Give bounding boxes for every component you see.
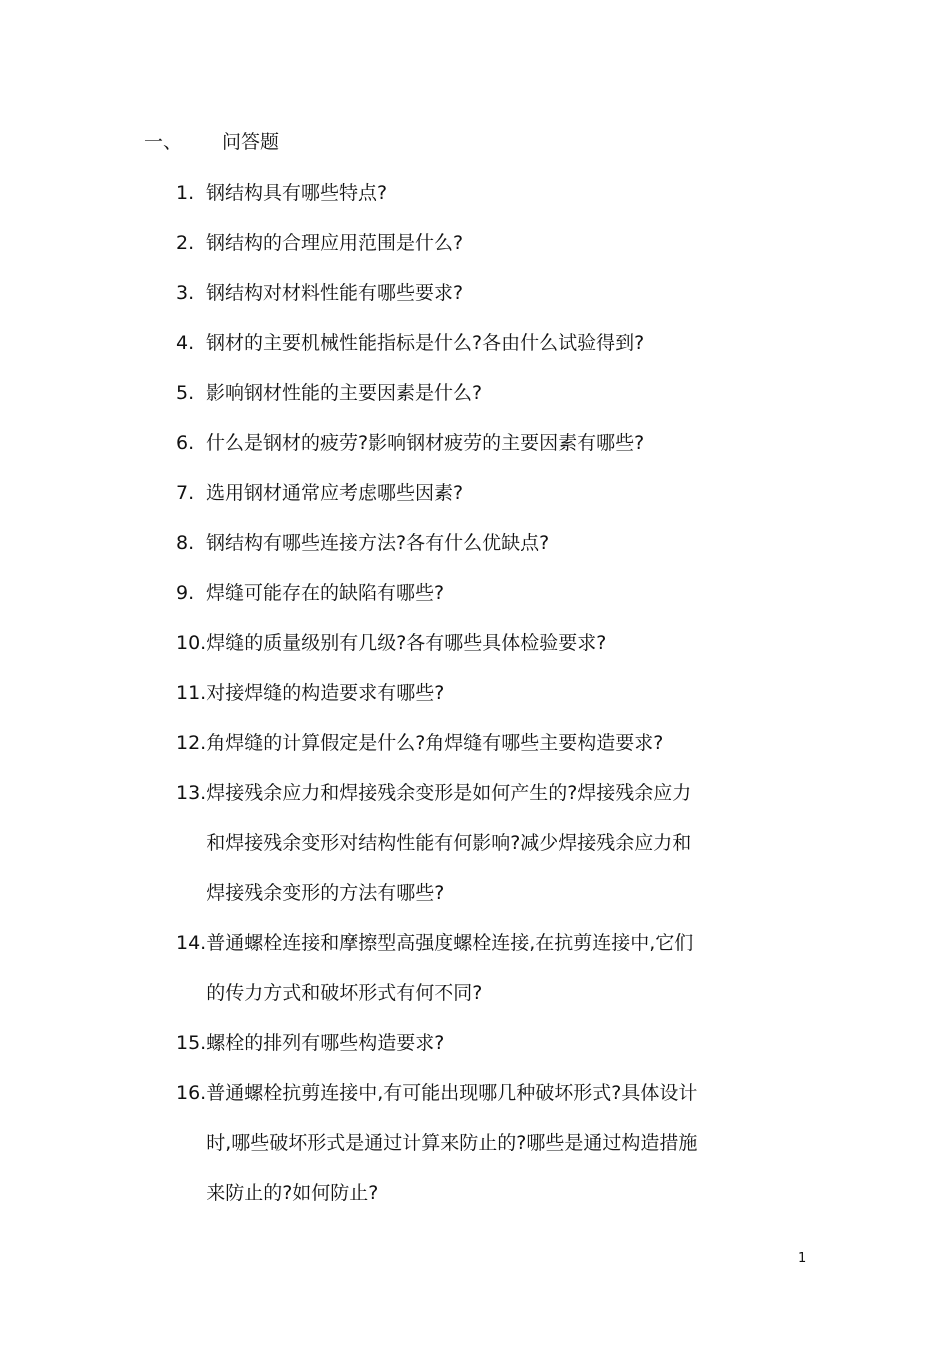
section-number: 一、 — [144, 131, 183, 153]
question-number: 6. — [176, 432, 195, 454]
question-text-line: 什么是钢材的疲劳?影响钢材疲劳的主要因素有哪些? — [206, 432, 645, 454]
question-text-line: 普通螺栓抗剪连接中,有可能出现哪几种破坏形式?具体设计 — [206, 1082, 698, 1104]
question-number: 13. — [176, 782, 207, 804]
question-text-line: 焊接残余应力和焊接残余变形是如何产生的?焊接残余应力 — [206, 782, 692, 804]
question-number: 16. — [176, 1082, 207, 1104]
question-text-line: 螺栓的排列有哪些构造要求? — [206, 1032, 445, 1054]
question-item — [176, 477, 776, 509]
question-text — [206, 477, 463, 509]
question-number: 9. — [176, 582, 195, 604]
question-text-line: 来防止的?如何防止? — [206, 1182, 379, 1204]
question-item — [176, 627, 776, 659]
question-item — [176, 327, 776, 359]
question-text — [206, 577, 444, 609]
question-text — [206, 627, 606, 659]
question-text-line: 钢材的主要机械性能指标是什么?各由什么试验得到? — [206, 332, 645, 354]
question-text-line: 对接焊缝的构造要求有哪些? — [206, 682, 445, 704]
question-item — [176, 277, 776, 309]
question-number: 15. — [176, 1032, 207, 1054]
question-text — [206, 277, 463, 309]
question-item — [176, 727, 776, 759]
question-number: 12. — [176, 732, 207, 754]
question-text-line: 钢结构的合理应用范围是什么? — [206, 232, 464, 254]
question-number: 2. — [176, 232, 195, 254]
question-text — [206, 377, 482, 409]
question-item — [176, 227, 776, 259]
question-item — [176, 677, 776, 709]
question-text-line: 钢结构具有哪些特点? — [206, 182, 388, 204]
question-text-line: 焊接残余变形的方法有哪些? — [206, 882, 445, 904]
question-text-line: 选用钢材通常应考虑哪些因素? — [206, 482, 464, 504]
question-text-line: 的传力方式和破坏形式有何不同? — [206, 982, 483, 1004]
question-number: 5. — [176, 382, 195, 404]
question-text-line: 角焊缝的计算假定是什么?角焊缝有哪些主要构造要求? — [206, 732, 664, 754]
question-text-line: 普通螺栓连接和摩擦型高强度螺栓连接,在抗剪连接中,它们 — [206, 932, 694, 954]
question-number: 11. — [176, 682, 207, 704]
question-text-line: 焊缝可能存在的缺陷有哪些? — [206, 582, 445, 604]
question-text — [206, 327, 644, 359]
question-text-line: 焊缝的质量级别有几级?各有哪些具体检验要求? — [206, 632, 607, 654]
question-item — [176, 927, 776, 1009]
question-text — [206, 1077, 697, 1209]
question-text-line: 钢结构对材料性能有哪些要求? — [206, 282, 464, 304]
question-number: 3. — [176, 282, 195, 304]
question-number: 1. — [176, 182, 195, 204]
question-item — [176, 577, 776, 609]
question-text-line: 钢结构有哪些连接方法?各有什么优缺点? — [206, 532, 550, 554]
question-item — [176, 1027, 776, 1059]
question-text — [206, 777, 691, 909]
question-text — [206, 727, 663, 759]
question-text — [206, 527, 549, 559]
question-item — [176, 427, 776, 459]
question-text-line: 和焊接残余变形对结构性能有何影响?减少焊接残余应力和 — [206, 832, 692, 854]
question-text — [206, 1027, 444, 1059]
question-text — [206, 427, 644, 459]
question-number: 14. — [176, 932, 207, 954]
question-item — [176, 527, 776, 559]
question-text — [206, 927, 693, 1009]
question-text — [206, 177, 387, 209]
section-title: 问答题 — [222, 131, 280, 153]
question-text-line: 时,哪些破坏形式是通过计算来防止的?哪些是通过构造措施 — [206, 1132, 698, 1154]
question-item — [176, 377, 776, 409]
question-number: 4. — [176, 332, 195, 354]
question-number: 7. — [176, 482, 195, 504]
page-number: 1 — [798, 1251, 807, 1266]
question-item — [176, 777, 776, 909]
question-item — [176, 177, 776, 209]
question-number: 10. — [176, 632, 207, 654]
question-text — [206, 677, 444, 709]
question-list — [176, 177, 776, 1227]
question-number: 8. — [176, 532, 195, 554]
question-text-line: 影响钢材性能的主要因素是什么? — [206, 382, 483, 404]
question-item — [176, 1077, 776, 1209]
question-text — [206, 227, 463, 259]
section-heading — [144, 126, 279, 158]
